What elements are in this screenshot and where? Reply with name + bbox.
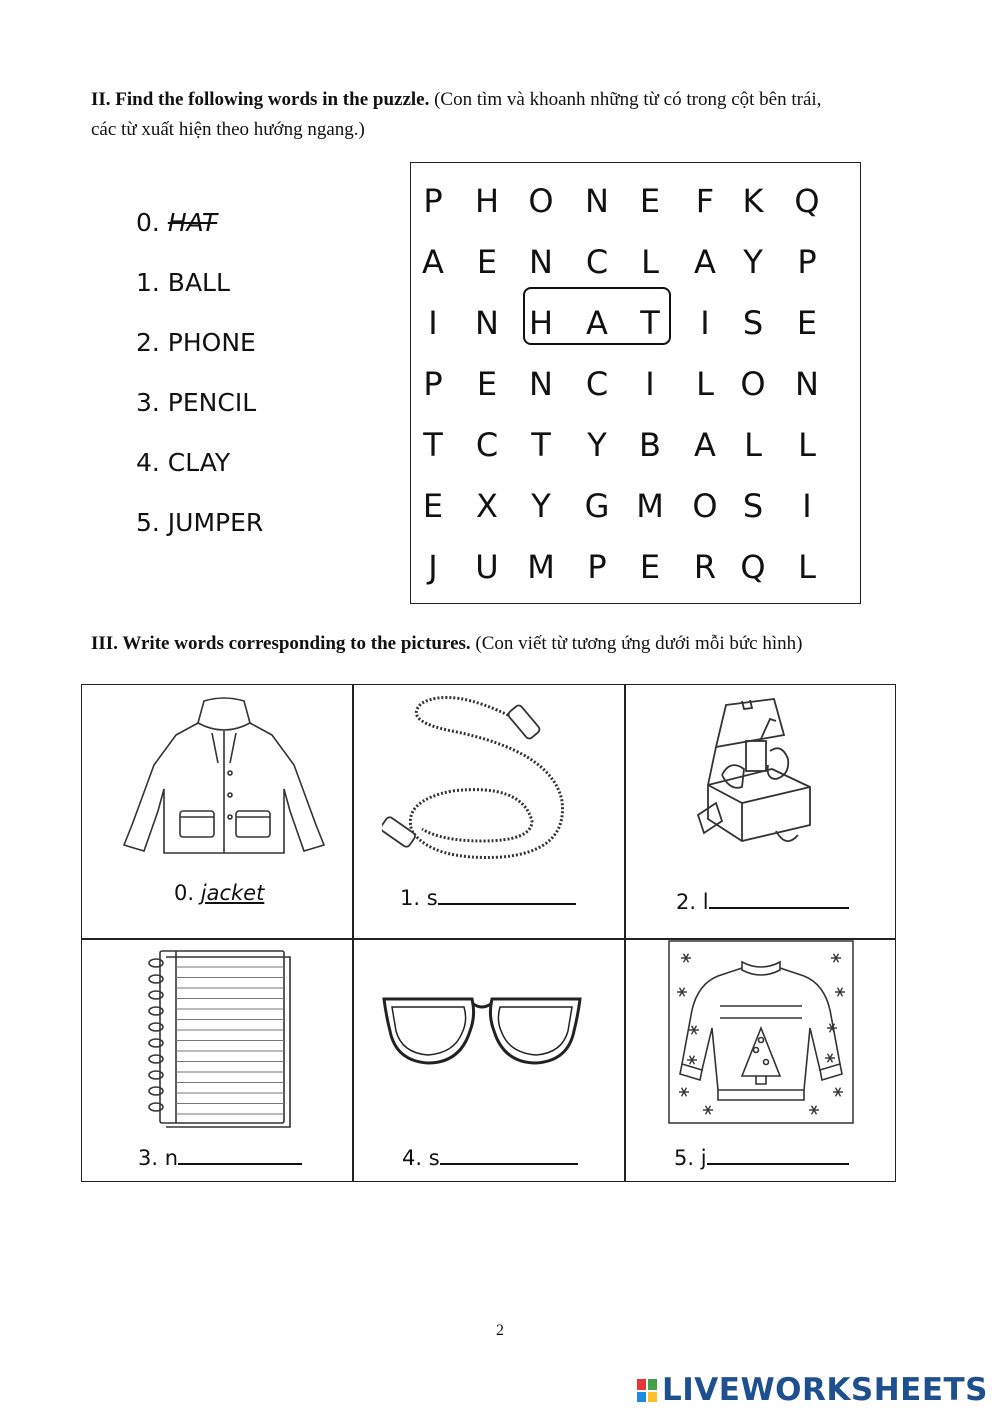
- puzzle-letter[interactable]: H: [528, 304, 554, 342]
- puzzle-letter[interactable]: E: [639, 182, 661, 220]
- word-list-item: 1. BALL: [136, 268, 230, 297]
- picture-caption-4: [402, 1145, 578, 1170]
- puzzle-letter[interactable]: O: [528, 182, 554, 220]
- puzzle-letter[interactable]: L: [798, 548, 816, 586]
- puzzle-letter[interactable]: J: [428, 548, 438, 586]
- puzzle-letter[interactable]: M: [527, 548, 555, 586]
- word-list-item: 3. PENCIL: [136, 388, 257, 417]
- word-list-example: [136, 208, 217, 237]
- jumper-icon: [668, 940, 854, 1124]
- picture-grid: [81, 684, 896, 1182]
- puzzle-letter[interactable]: Q: [794, 182, 820, 220]
- puzzle-letter[interactable]: R: [693, 548, 717, 586]
- puzzle-letter[interactable]: N: [529, 365, 553, 403]
- answer-blank[interactable]: [438, 885, 576, 905]
- puzzle-letter[interactable]: L: [744, 426, 762, 464]
- skipping-rope-icon: [382, 691, 592, 871]
- puzzle-letter[interactable]: S: [742, 304, 764, 342]
- puzzle-letter[interactable]: N: [795, 365, 819, 403]
- section-2-title-line2: các từ xuất hiện theo hướng ngang.): [91, 119, 365, 140]
- picture-caption-2: [676, 889, 849, 914]
- sunglasses-icon: [380, 991, 584, 1071]
- answer-blank[interactable]: [707, 1145, 849, 1165]
- logo-text: LIVEWORKSHEETS: [662, 1372, 988, 1408]
- puzzle-letter[interactable]: Y: [743, 243, 763, 281]
- puzzle-letter[interactable]: H: [474, 182, 500, 220]
- section-3-title-bold: III. Write words corresponding to the pictures.: [91, 633, 471, 654]
- liveworksheets-mark-icon: [637, 1377, 659, 1403]
- page-number: 2: [496, 1322, 504, 1339]
- answer-blank[interactable]: [709, 889, 849, 909]
- puzzle-letter[interactable]: L: [798, 426, 816, 464]
- caption-answer: jacket: [200, 881, 265, 905]
- section-2-title: [91, 85, 951, 145]
- picture-caption-0: [174, 881, 264, 905]
- section-2-title-bold: II. Find the following words in the puzzle.: [91, 89, 430, 110]
- puzzle-letter[interactable]: C: [585, 243, 609, 281]
- puzzle-letter[interactable]: E: [796, 304, 818, 342]
- word-list-item: 2. PHONE: [136, 328, 256, 357]
- puzzle-letter[interactable]: O: [692, 487, 718, 525]
- puzzle-letter[interactable]: Q: [740, 548, 766, 586]
- puzzle-letter[interactable]: P: [423, 182, 443, 220]
- puzzle-letter[interactable]: I: [645, 365, 655, 403]
- notebook-icon: [138, 943, 298, 1133]
- picture-caption-3: [138, 1145, 302, 1170]
- caption-num: 0.: [174, 881, 195, 905]
- puzzle-letter[interactable]: P: [587, 548, 607, 586]
- puzzle-letter[interactable]: O: [740, 365, 766, 403]
- answer-blank[interactable]: [440, 1145, 578, 1165]
- puzzle-letter[interactable]: I: [428, 304, 438, 342]
- puzzle-letter[interactable]: E: [476, 365, 498, 403]
- puzzle-letter[interactable]: A: [694, 426, 716, 464]
- caption-num: 5. j: [674, 1146, 707, 1170]
- puzzle-letter[interactable]: N: [529, 243, 553, 281]
- puzzle-letter[interactable]: K: [742, 182, 764, 220]
- puzzle-letter[interactable]: T: [423, 426, 443, 464]
- puzzle-letter[interactable]: L: [696, 365, 714, 403]
- puzzle-letter[interactable]: L: [641, 243, 659, 281]
- picture-caption-1: [400, 885, 576, 910]
- word-search-puzzle: [410, 162, 861, 604]
- picture-caption-5: [674, 1145, 849, 1170]
- puzzle-letter[interactable]: U: [475, 548, 499, 586]
- puzzle-letter[interactable]: X: [476, 487, 498, 525]
- lunchbox-icon: [686, 695, 846, 855]
- word-list-example-num: 0.: [136, 208, 160, 237]
- puzzle-letter[interactable]: T: [531, 426, 551, 464]
- puzzle-letter[interactable]: S: [742, 487, 764, 525]
- jacket-icon: [118, 693, 330, 865]
- puzzle-letter[interactable]: A: [694, 243, 716, 281]
- puzzle-letter[interactable]: F: [695, 182, 715, 220]
- puzzle-letter[interactable]: M: [636, 487, 664, 525]
- puzzle-letter[interactable]: N: [585, 182, 609, 220]
- puzzle-letter[interactable]: P: [423, 365, 443, 403]
- puzzle-letter[interactable]: B: [639, 426, 661, 464]
- caption-num: 3. n: [138, 1146, 179, 1170]
- caption-num: 2. l: [676, 890, 709, 914]
- puzzle-letter[interactable]: E: [639, 548, 661, 586]
- caption-num: 1. s: [400, 886, 438, 910]
- puzzle-letter[interactable]: I: [700, 304, 710, 342]
- puzzle-letter[interactable]: Y: [587, 426, 607, 464]
- puzzle-letter[interactable]: P: [797, 243, 817, 281]
- puzzle-letter[interactable]: E: [476, 243, 498, 281]
- puzzle-letter[interactable]: I: [802, 487, 812, 525]
- puzzle-letter[interactable]: C: [475, 426, 499, 464]
- word-list-item: 4. CLAY: [136, 448, 231, 477]
- liveworksheets-logo: [637, 1372, 988, 1408]
- word-list-example-word: HAT: [167, 208, 218, 237]
- section-3-title: [91, 629, 971, 659]
- puzzle-letter[interactable]: G: [584, 487, 610, 525]
- answer-blank[interactable]: [178, 1145, 302, 1165]
- puzzle-letter[interactable]: C: [585, 365, 609, 403]
- puzzle-letter[interactable]: Y: [531, 487, 551, 525]
- puzzle-letter[interactable]: E: [422, 487, 444, 525]
- puzzle-letter[interactable]: N: [475, 304, 499, 342]
- word-list-item: 5. JUMPER: [136, 508, 264, 537]
- puzzle-letter[interactable]: A: [586, 304, 608, 342]
- puzzle-letter[interactable]: A: [422, 243, 444, 281]
- caption-num: 4. s: [402, 1146, 440, 1170]
- section-2-title-rest: (Con tìm và khoanh những từ có trong cột bên trái,: [429, 89, 822, 110]
- puzzle-letter[interactable]: T: [640, 304, 660, 342]
- section-3-title-rest: (Con viết từ tương ứng dưới mỗi bức hình): [470, 633, 803, 654]
